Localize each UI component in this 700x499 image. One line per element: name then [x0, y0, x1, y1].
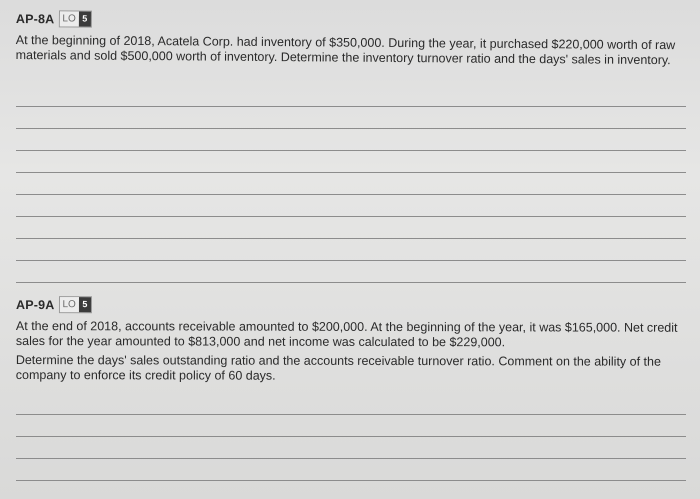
learning-objective-badge: [58, 296, 91, 313]
answer-line[interactable]: [16, 150, 686, 151]
lo-number: 5: [79, 11, 91, 26]
learning-objective-badge: [58, 10, 91, 27]
problem-header: [16, 10, 684, 32]
lo-number: 5: [79, 297, 91, 312]
answer-line[interactable]: [16, 238, 686, 239]
lo-label: LO: [59, 11, 78, 26]
problem-ap-8a: [16, 10, 684, 68]
answer-line[interactable]: [16, 436, 686, 437]
problem-text: At the end of 2018, accounts receivable amounted to $200,000. At the beginning of the year, it was $165,000. Net credit sales for the year amounted to $813,000 and net income was calculated to be $229,000.: [15, 318, 678, 350]
problem-code: AP-8A: [15, 11, 55, 26]
problem-ap-9a: [16, 296, 684, 389]
answer-line[interactable]: [16, 414, 686, 415]
answer-line[interactable]: [16, 128, 686, 129]
answer-line[interactable]: [16, 216, 686, 217]
problem-header: [16, 296, 684, 315]
problem-instruction: Determine the days' sales outstanding ratio and the accounts receivable turnover ratio. Comment on the ability of the company to enforce its credit policy of 60 days.: [15, 352, 661, 383]
answer-line[interactable]: [16, 480, 686, 481]
problem-text: At the beginning of 2018, Acatela Corp. had inventory of $350,000. During the year, it purchased $220,000 worth of raw materials and sold $500,000 worth of inventory. Determine the inventory turnover ratio and the days' sales in inventory.: [15, 32, 676, 68]
problem-code: AP-9A: [15, 297, 55, 312]
answer-line[interactable]: [16, 172, 686, 173]
answer-line[interactable]: [16, 282, 686, 283]
answer-line[interactable]: [16, 458, 686, 459]
answer-line[interactable]: [16, 106, 686, 107]
answer-line[interactable]: [16, 194, 686, 195]
answer-line[interactable]: [16, 260, 686, 261]
lo-label: LO: [59, 297, 78, 312]
